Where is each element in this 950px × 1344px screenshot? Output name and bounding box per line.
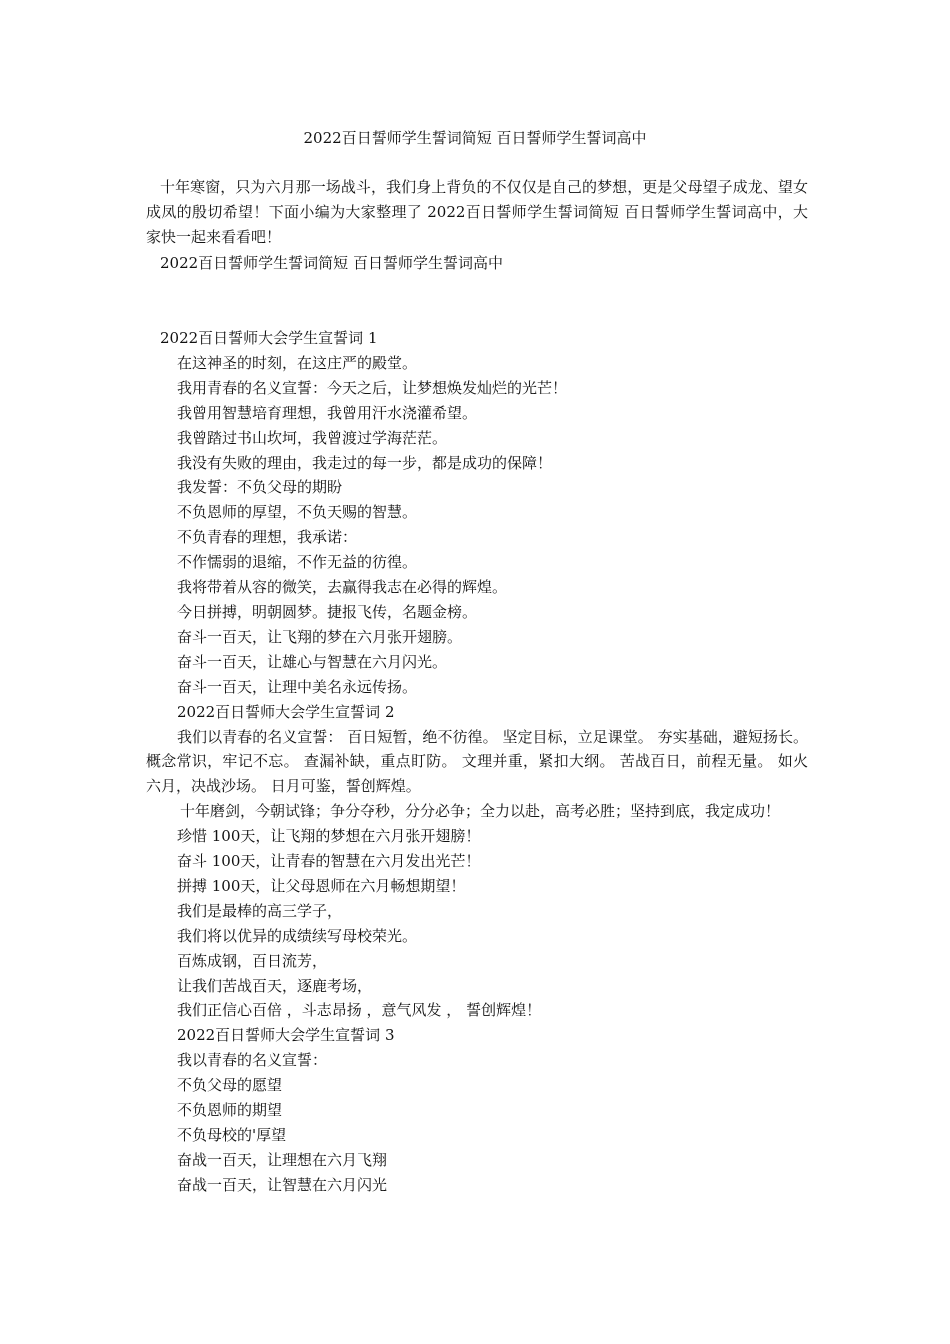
pledge-line: 不作懦弱的退缩，不作无益的彷徨。	[177, 553, 418, 572]
pledge-line: 我们是最棒的高三学子，	[177, 901, 343, 920]
document-title: 2022百日誓师学生誓词简短 百日誓师学生誓词高中	[303, 129, 647, 147]
pledge-line: 奋斗 100天，让青春的智慧在六月发出光芒！	[177, 852, 481, 871]
pledge-line: 在这神圣的时刻，在这庄严的殿堂。	[177, 353, 418, 372]
pledge-line: 百炼成钢，百日流芳，	[177, 951, 328, 970]
pledge-paragraph: 十年磨剑，今朝试锋；争分夺秒，分分必争；全力以赴，高考必胜；坚持到底，我定成功！	[180, 802, 781, 821]
pledge-line: 我曾用智慧培育理想，我曾用汗水浇灌希望。	[177, 403, 478, 422]
document-subtitle: 2022百日誓师学生誓词简短 百日誓师学生誓词高中	[160, 254, 503, 272]
pledge-line: 我以青春的名义宣誓：	[177, 1051, 328, 1070]
pledge-line: 我没有失败的理由，我走过的每一步，都是成功的保障！	[177, 453, 553, 472]
pledge-line: 我曾踏过书山坎坷，我曾渡过学海茫茫。	[177, 428, 448, 447]
pledge-line: 我将带着从容的微笑，去赢得我志在必得的辉煌。	[177, 578, 508, 597]
pledge-line: 让我们苦战百天，逐鹿考场，	[177, 976, 373, 995]
pledge-line: 今日拼搏，明朝圆梦。捷报飞传，名题金榜。	[177, 602, 478, 621]
pledge-line: 不负青春的理想，我承诺：	[177, 528, 358, 547]
pledge-line: 我发誓：不负父母的期盼	[177, 478, 343, 497]
pledge-line: 不负父母的愿望	[177, 1076, 283, 1095]
pledge-body	[146, 326, 808, 1198]
pledge-line: 我用青春的名义宣誓：今天之后，让梦想焕发灿烂的光芒！	[177, 378, 568, 397]
pledge-paragraph: 我们以青春的名义宣誓： 百日短暂，绝不彷徨。 坚定目标，立足课堂。 夯实基础，避短扬长。 概念常识，牢记不忘。 查漏补缺，重点盯防。 文理并重，紧扣大纲。 苦战百日，前程无量。 如火六月，决战沙场。 日月可鉴，誓创辉煌。	[146, 727, 808, 796]
intro-paragraph: 十年寒窗，只为六月那一场战斗，我们身上背负的不仅仅是自己的梦想，更是父母望子成龙、望女成凤的殷切希望！下面小编为大家整理了 2022百日誓师学生誓词简短 百日誓师学生誓词高中，大家快一起来看看吧！	[146, 178, 808, 246]
pledge-line: 奋斗一百天，让飞翔的梦在六月张开翅膀。	[177, 627, 463, 646]
pledge-line: 不负恩师的厚望，不负天赐的智慧。	[177, 503, 418, 522]
pledge-line: 奋斗一百天，让理中美名永远传扬。	[177, 677, 418, 696]
section-heading-1: 2022百日誓师大会学生宣誓词 1	[160, 329, 378, 347]
section-heading-3: 2022百日誓师大会学生宣誓词 3	[177, 1026, 395, 1045]
pledge-line: 拼搏 100天，让父母恩师在六月畅想期望！	[177, 876, 466, 895]
pledge-line: 我们正信心百倍 ，斗志昂扬 ，意气风发 ， 誓创辉煌！	[177, 1001, 542, 1020]
pledge-line: 不负恩师的期望	[177, 1101, 283, 1120]
pledge-line: 奋战一百天，让理想在六月飞翔	[177, 1150, 388, 1169]
section-heading-2: 2022百日誓师大会学生宣誓词 2	[177, 702, 395, 721]
pledge-line: 珍惜 100天，让飞翔的梦想在六月张开翅膀！	[177, 827, 481, 846]
pledge-line: 我们将以优异的成绩续写母校荣光。	[177, 926, 418, 945]
pledge-line: 奋斗一百天，让雄心与智慧在六月闪光。	[177, 652, 448, 671]
pledge-line: 奋战一百天，让智慧在六月闪光	[177, 1175, 388, 1194]
pledge-line: 不负母校的'厚望	[177, 1126, 287, 1144]
